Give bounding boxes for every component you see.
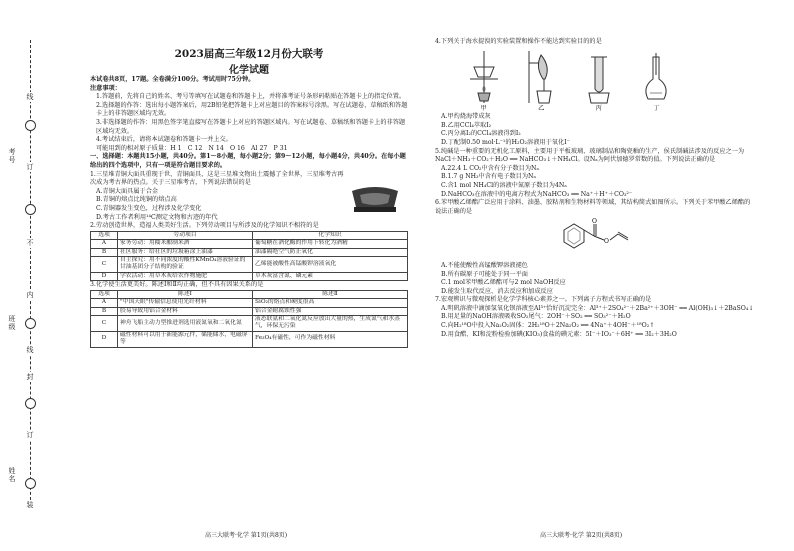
table-cell: B bbox=[91, 307, 118, 315]
question-stem: 3.化学使生活更美好。陈述Ⅰ和Ⅱ均正确，但不具有因果关系的是 bbox=[90, 281, 264, 289]
table-header-row bbox=[91, 290, 408, 298]
table-cell: C bbox=[91, 256, 118, 272]
table-cell: Fe₃O₄有磁性，可作为磁性材料 bbox=[253, 331, 408, 347]
option: C.青铜器发生变色，过程涉及化学变化 bbox=[96, 204, 202, 212]
notice-item: 2.选择题的作答：选出每小题答案后，用2B铅笔把答题卡上对应题目的答案标号涂黑。写在试题卷、草稿纸和答题卡上的非答题区域均无效。 bbox=[96, 101, 408, 118]
notice-heading: 注意事项： bbox=[90, 84, 121, 92]
q4-apparatus-figures bbox=[455, 49, 685, 114]
option: B.1.7 g NH₃中含有电子数目为Nₐ bbox=[441, 173, 536, 181]
option: C.向H₂¹⁸O中投入Na₂O₂固体：2H₂¹⁸O＋2Na₂O₂ ══ 4Na⁺＋4OH⁻＋¹⁸O₂↑ bbox=[441, 322, 655, 330]
section-heading: 一、选择题：本题共15小题，共40分。第1～8小题，每小题2分；第9～12小题，每小题4分，共40分。在每小题给出的四个选项中，只有一项是符合题目要求的。 bbox=[90, 153, 406, 169]
table-row bbox=[91, 331, 408, 347]
exam-subtitle: 化学试题 bbox=[229, 65, 269, 76]
table-cell: B bbox=[91, 248, 118, 256]
table-cell: A bbox=[91, 240, 118, 248]
table-cell: "中国天眼"传输信息使用光纤材料 bbox=[118, 299, 253, 307]
table-cell: 家务劳动：用糯米酿制米酒 bbox=[118, 240, 253, 248]
table-cell: 草木灰富含氮、磷元素 bbox=[253, 272, 408, 280]
binding-word-1: 订 bbox=[26, 163, 34, 171]
atomic-masses: 可能用到的相对原子质量：H 1 C 12 N 14 O 16 Al 27 P 31 bbox=[96, 144, 288, 152]
option: A.22.4 L CO₂中含有分子数目为Nₐ bbox=[441, 164, 539, 172]
option: B.青铜的熔点比纯铜的熔点高 bbox=[96, 196, 177, 204]
question-1 bbox=[90, 171, 408, 223]
apparatus-figure bbox=[636, 49, 676, 114]
table-header: 选项 bbox=[91, 231, 118, 239]
table-cell: 磁性材料可以用于新能源元件，储能储水，电磁屏等 bbox=[118, 331, 253, 347]
binding-word-4: 线 bbox=[26, 346, 34, 354]
table-header: 选项 bbox=[91, 290, 118, 298]
figure-label: 甲 bbox=[480, 104, 487, 112]
table-row bbox=[91, 256, 408, 272]
option: B.乙用CCl₄萃取I₂ bbox=[441, 121, 492, 129]
question-stem: 2.劳动创造世界，造福人类美好生活。下列劳动项目与所涉及的化学知识不相符的是 bbox=[90, 222, 319, 230]
class-label: 班级 bbox=[8, 315, 16, 331]
option: A.明矾溶液中滴加氢氧化钡溶液至Al³⁺恰好沉淀完全：Al³⁺＋2SO₄²⁻＋2Ba²⁺＋3OH⁻ ══ Al(OH)₃↓＋2BaSO₄↓ bbox=[441, 304, 754, 312]
apparatus-figure bbox=[521, 49, 561, 114]
option: B.用足量的NaOH溶液吸收SO₂尾气：2OH⁻＋SO₂ ══ SO₃²⁻＋H₂O bbox=[441, 313, 631, 321]
page-footer-right: 高三大联考·化学 第2页(共8页) bbox=[540, 532, 623, 539]
table-cell: 自主探究：用不同浓度的酸性KMnO₄溶液验证的甘油基团分子结构的验证 bbox=[118, 256, 253, 272]
table-cell: 液态联氨和二氧化氮反应放出大量的热，生成氮气和水蒸气，环保无污染 bbox=[253, 315, 408, 331]
option: D.考古工作者利用¹⁴C测定文物和古迹的年代 bbox=[96, 213, 218, 221]
binding-word-2: 不 bbox=[26, 239, 34, 247]
option: D.NaHCO₃在溶液中的电离方程式为NaHCO₃ ══ Na⁺＋H⁺＋CO₃²⁻ bbox=[441, 190, 633, 198]
crucible-burner-figure bbox=[464, 49, 504, 105]
option: B.所有碳原子可能处于同一平面 bbox=[441, 270, 528, 278]
question-stem: 1.三星堆青铜大面具重现于世，青铜面具，这是三星堆文物出土震撼了全世界，三星堆考古再次成为考古界的热点。关于三星堆考古，下列说法错误的是 bbox=[90, 170, 344, 187]
binding-word-3: 内 bbox=[26, 291, 34, 299]
option: A.甲灼烧海带成灰 bbox=[441, 113, 491, 121]
table-row bbox=[91, 248, 408, 256]
q2-table bbox=[90, 231, 408, 281]
table-cell: D bbox=[91, 331, 118, 347]
bronze-mask-image bbox=[346, 171, 408, 223]
option: D.能发生取代反应、消去反应和加成反应 bbox=[441, 287, 553, 295]
test-tube-figure bbox=[579, 49, 619, 105]
table-cell: C bbox=[91, 315, 118, 331]
notice-item: 4.考试结束后，请将本试题卷和答题卡一并上交。 bbox=[96, 136, 232, 144]
table-cell: SiO₂的熔点和硬度很高 bbox=[253, 299, 408, 307]
intro-text: 本试卷共8页，17题。全卷满分100分。考试用时75分钟。 bbox=[90, 76, 255, 83]
question-stem: 4.下列关于海水提溴的实验装置和操作不能达到实验目的的是 bbox=[435, 38, 602, 45]
table-cell: A bbox=[91, 299, 118, 307]
table-cell: 神舟飞船主动力型推进剂选用液氮氧和二氧化氮 bbox=[118, 315, 253, 331]
table-cell: 乙烯能被酸性高锰酸钾溶液氧化 bbox=[253, 256, 408, 272]
table-header: 陈述Ⅱ bbox=[253, 290, 408, 298]
notice-item: 1.答题前，先将自己的姓名、考号等填写在试题卷和答题卡上，并将准考证号条形码粘贴在答题卡上的指定位置。 bbox=[96, 93, 406, 101]
option: A.不能使酸性高锰酸钾溶液褪色 bbox=[441, 261, 528, 269]
name-label: 姓名 bbox=[8, 467, 16, 483]
table-row bbox=[91, 240, 408, 248]
option: C.丙分离I₂的CCl₄溶液得到I₂ bbox=[441, 130, 521, 138]
table-row bbox=[91, 307, 408, 315]
apparatus-figure bbox=[579, 49, 619, 114]
separatory-funnel-figure bbox=[521, 49, 561, 105]
table-cell: 社区服务：给社区的垃圾箱涂上油漆 bbox=[118, 248, 253, 256]
vinyl-benzoate-structure bbox=[435, 218, 755, 260]
binding-circle bbox=[25, 120, 36, 131]
notice-item: 3.非选择题的作答：用黑色签字笔直接写在答题卡上对应的答题区域内。写在试题卷、草稿纸和答题卡上的非答题区域均无效。 bbox=[96, 118, 406, 135]
figure-label: 丙 bbox=[595, 104, 602, 112]
option: C.1 mol苯甲酸乙烯酯可与2 mol NaOH反应 bbox=[441, 279, 566, 287]
figure-label: 乙 bbox=[538, 104, 545, 112]
page-footer-left: 高三大联考·化学 第1页(共8页) bbox=[205, 532, 288, 539]
binding-circle bbox=[25, 398, 36, 409]
option: C.含1 mol NH₄Cl的溶液中氮原子数目为4Nₐ bbox=[441, 181, 567, 189]
volumetric-flask-figure bbox=[636, 49, 676, 105]
table-header-row bbox=[91, 231, 408, 239]
exam-no-label: 考号 bbox=[8, 148, 16, 164]
figure-label: 丁 bbox=[653, 104, 660, 112]
right-column bbox=[435, 38, 755, 339]
option: A.青铜大面具属于合金 bbox=[96, 187, 159, 195]
question-stem: 7.宏观辨识与微观探析是化学学科核心素养之一。下列离子方程式书写正确的是 bbox=[435, 296, 652, 304]
question-stem: 6.苯甲酸乙烯酯广泛应用于涂料、油墨、胶粘剂和生物材料等领域，其结构简式如图所示。下列关于苯甲酸乙烯酯的说法正确的是 bbox=[435, 199, 751, 215]
svg-text:O: O bbox=[604, 238, 609, 246]
q3-table bbox=[90, 290, 408, 348]
table-row bbox=[91, 315, 408, 331]
table-cell: 葡萄糖在酒化酶的作用下转化为酒精 bbox=[253, 240, 408, 248]
binding-word-6: 订 bbox=[26, 431, 34, 439]
binding-circle bbox=[25, 478, 36, 489]
table-cell: 学农活动：用草木灰给农作物施肥 bbox=[118, 272, 253, 280]
table-row bbox=[91, 272, 408, 280]
binding-circle bbox=[25, 204, 36, 215]
table-cell: 胶易导致用铝合金材料 bbox=[118, 307, 253, 315]
table-cell: 铝合金耐腐蚀性强 bbox=[253, 307, 408, 315]
table-header: 劳动项目 bbox=[118, 231, 253, 239]
left-column bbox=[90, 76, 408, 348]
option: D.丁配制0.50 mol·L⁻¹的H₂O₂溶液用于氧化I⁻ bbox=[441, 138, 570, 146]
apparatus-figure bbox=[464, 49, 504, 114]
option: D.用食醋、KI和淀粉检验加碘(KIO₃)食盐的碘元素：5I⁻＋IO₃⁻＋6H⁺ ══ 3I₂＋3H₂O bbox=[441, 330, 677, 338]
table-row bbox=[91, 299, 408, 307]
binding-strip bbox=[0, 0, 48, 551]
exam-title: 2023届高三年级12月份大联考 bbox=[174, 48, 324, 60]
table-cell: 油漆隔绝空气防止氧化 bbox=[253, 248, 408, 256]
question-stem: 5.纯碱是一种重要的无机化工原料，主要用于平板玻璃、玻璃制品和陶瓷釉的生产，侯氏制碱法涉及的反应之一为NaCl＋NH₃＋CO₂＋H₂O ══ NaHCO₃↓＋NH₄Cl。设Nₐ为阿伏加德罗常数的值。下列说法正确的是 bbox=[435, 147, 745, 164]
table-cell: D bbox=[91, 272, 118, 280]
table-header: 化学知识 bbox=[253, 231, 408, 239]
table-header: 陈述Ⅰ bbox=[118, 290, 253, 298]
binding-word-5: 封 bbox=[26, 373, 34, 381]
binding-circle bbox=[25, 318, 36, 329]
svg-text:O: O bbox=[592, 218, 597, 226]
binding-word-0: 线 bbox=[26, 93, 34, 101]
binding-word-7: 装 bbox=[26, 501, 34, 509]
